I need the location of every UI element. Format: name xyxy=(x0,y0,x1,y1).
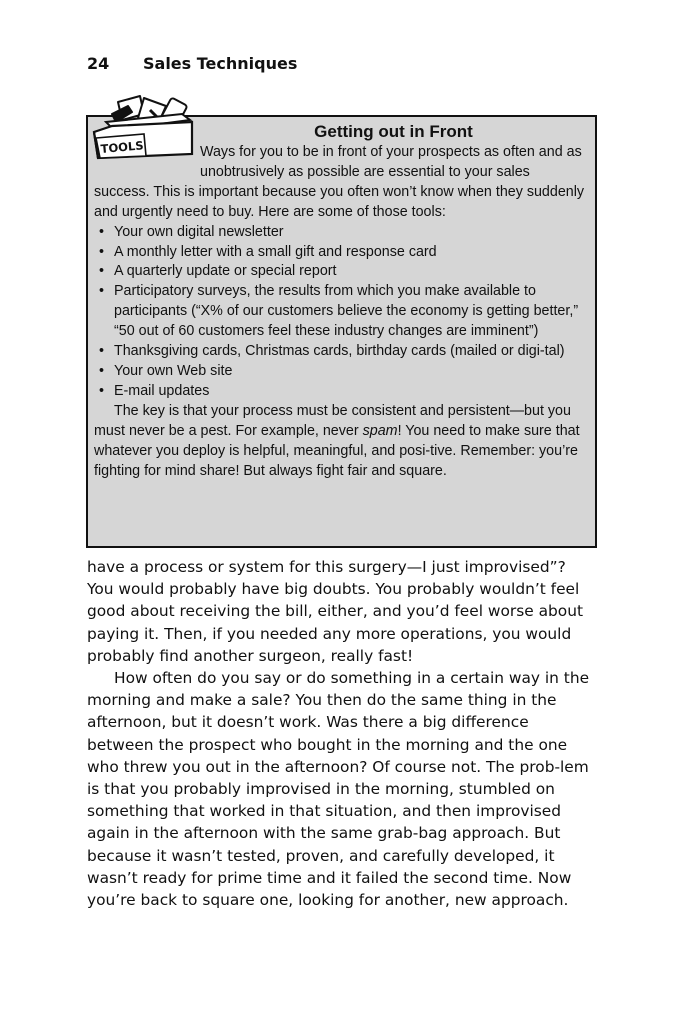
list-item: • A quarterly update or special report xyxy=(94,262,587,282)
running-header xyxy=(87,54,297,73)
toolbox-label: TOOLS xyxy=(100,138,145,156)
list-item: • Your own digital newsletter xyxy=(94,223,587,243)
sidebar-intro: Ways for you to be in front of your prospects as often and as unobtrusively as possible are essential to your sales success. This is important because you often won’t know when they suddenly and urgently need to buy. Here are some of those tools: xyxy=(94,144,585,220)
sidebar-closing xyxy=(94,402,587,482)
page-number: 24 xyxy=(87,54,110,73)
toolbox-icon xyxy=(88,92,198,164)
closing-emphasis: spam xyxy=(362,422,398,439)
closing-text-part-1: The key is that your process must be consistent and persistent—but you must never be a pest. For example, never xyxy=(94,402,571,439)
sidebar-title: Getting out in Front xyxy=(314,122,473,141)
list-item: • Participatory surveys, the results from which you make available to participants (“X% of our customers believe the economy is getting better,” “50 out of 60 customers feel these industry changes are imminent”) xyxy=(94,282,587,342)
list-item: • E-mail updates xyxy=(94,382,587,402)
body-paragraph-2: How often do you say or do something in a certain way in the morning and make a sale? You then do the same thing in the afternoon, but it doesn’t work. Was there a big difference between the prospect who bought in the morning and the one who threw you out in the afternoon? Of course not. The prob-lem is that you probably improvised in the morning, stumbled on something that worked in that situation, and then improvised again in the afternoon with the same grab-bag approach. But because it wasn’t tested, proven, and carefully developed, it wasn’t ready for prime time and it failed the second time. Now you’re back to square one, looking for another, new approach. xyxy=(87,669,590,910)
body-text xyxy=(87,556,595,911)
running-title: Sales Techniques xyxy=(143,54,298,73)
list-item: • Thanksgiving cards, Christmas cards, birthday cards (mailed or digi-tal) xyxy=(94,342,587,362)
body-paragraph-1: have a process or system for this surgery—I just improvised”? You would probably have big doubts. You probably wouldn’t feel good about receiving the bill, either, and you’d feel worse about paying it. Then, if you needed any more operations, you would probably find another surgeon, really fast! xyxy=(87,558,583,665)
list-item: • A monthly letter with a small gift and response card xyxy=(94,243,587,263)
closing-text-part-2: ! You need to make sure that whatever you deploy is helpful, meaningful, and posi-tive. Remember: you’re fighting for mind share! But always fight fair and square. xyxy=(94,422,580,479)
list-item: • Your own Web site xyxy=(94,362,587,382)
tools-sidebar-box xyxy=(86,115,597,548)
tools-list xyxy=(94,223,587,402)
